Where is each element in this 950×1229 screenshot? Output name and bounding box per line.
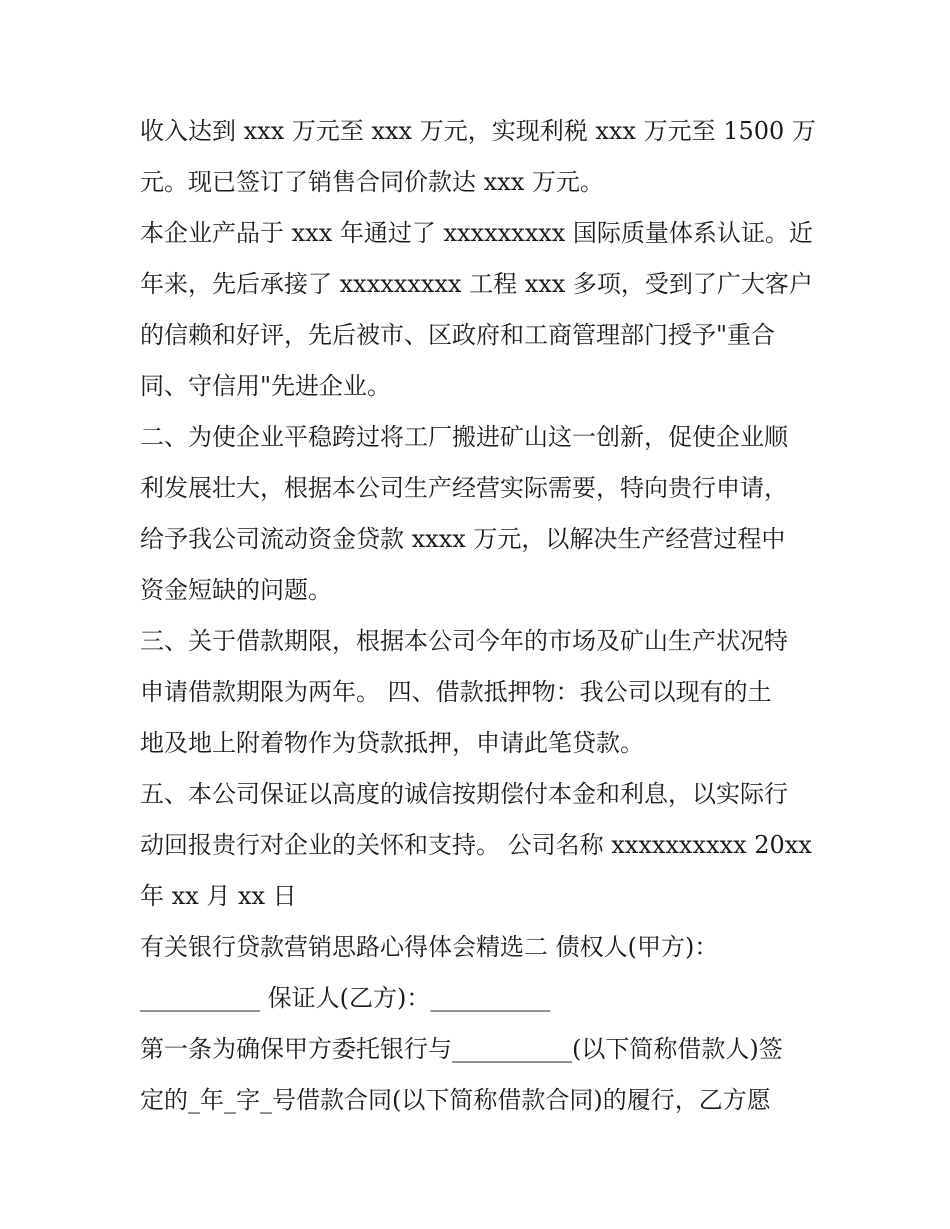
text-line: 地及地上附着物作为贷款抵押，申请此笔贷款。: [140, 729, 644, 757]
text-line: 动回报贵行对企业的关怀和支持。 公司名称 xxxxxxxxxx 20xx: [140, 831, 812, 859]
text-line: 定的_年_字_号借款合同(以下简称借款合同)的履行，乙方愿: [140, 1086, 771, 1114]
text-line: 同、守信用"先进企业。: [140, 372, 392, 400]
text-line: __________ 保证人(乙方)：__________: [140, 984, 551, 1012]
text-line: 的信赖和好评，先后被市、区政府和工商管理部门授予"重合: [140, 321, 776, 349]
text-line: 五、本公司保证以高度的诚信按期偿付本金和利息，以实际行: [140, 780, 788, 808]
document-body: [140, 106, 820, 1126]
text-line: 资金短缺的问题。: [140, 576, 332, 604]
text-line: 年来，先后承接了 xxxxxxxxx 工程 xxx 多项，受到了广大客户: [140, 270, 813, 298]
text-line: 本企业产品于 xxx 年通过了 xxxxxxxxx 国际质量体系认证。近: [140, 219, 813, 247]
text-line: 利发展壮大，根据本公司生产经营实际需要，特向贵行申请，: [140, 474, 788, 502]
text-line: 元。现已签订了销售合同价款达 xxx 万元。: [140, 168, 604, 196]
text-line: 二、为使企业平稳跨过将工厂搬进矿山这一创新，促使企业顺: [140, 423, 788, 451]
text-line: 收入达到 xxx 万元至 xxx 万元，实现利税 xxx 万元至 1500 万: [140, 117, 816, 145]
text-line: 申请借款期限为两年。 四、借款抵押物：我公司以现有的土: [140, 678, 772, 706]
text-line: 第一条为确保甲方委托银行与__________(以下简称借款人)签: [140, 1035, 783, 1063]
text-line: 三、关于借款期限，根据本公司今年的市场及矿山生产状况特: [140, 627, 788, 655]
text-line: 给予我公司流动资金贷款 xxxx 万元，以解决生产经营过程中: [140, 525, 786, 553]
text-line: 年 xx 月 xx 日: [140, 882, 297, 910]
text-line: 有关银行贷款营销思路心得体会精选二 债权人(甲方)：: [140, 933, 719, 961]
